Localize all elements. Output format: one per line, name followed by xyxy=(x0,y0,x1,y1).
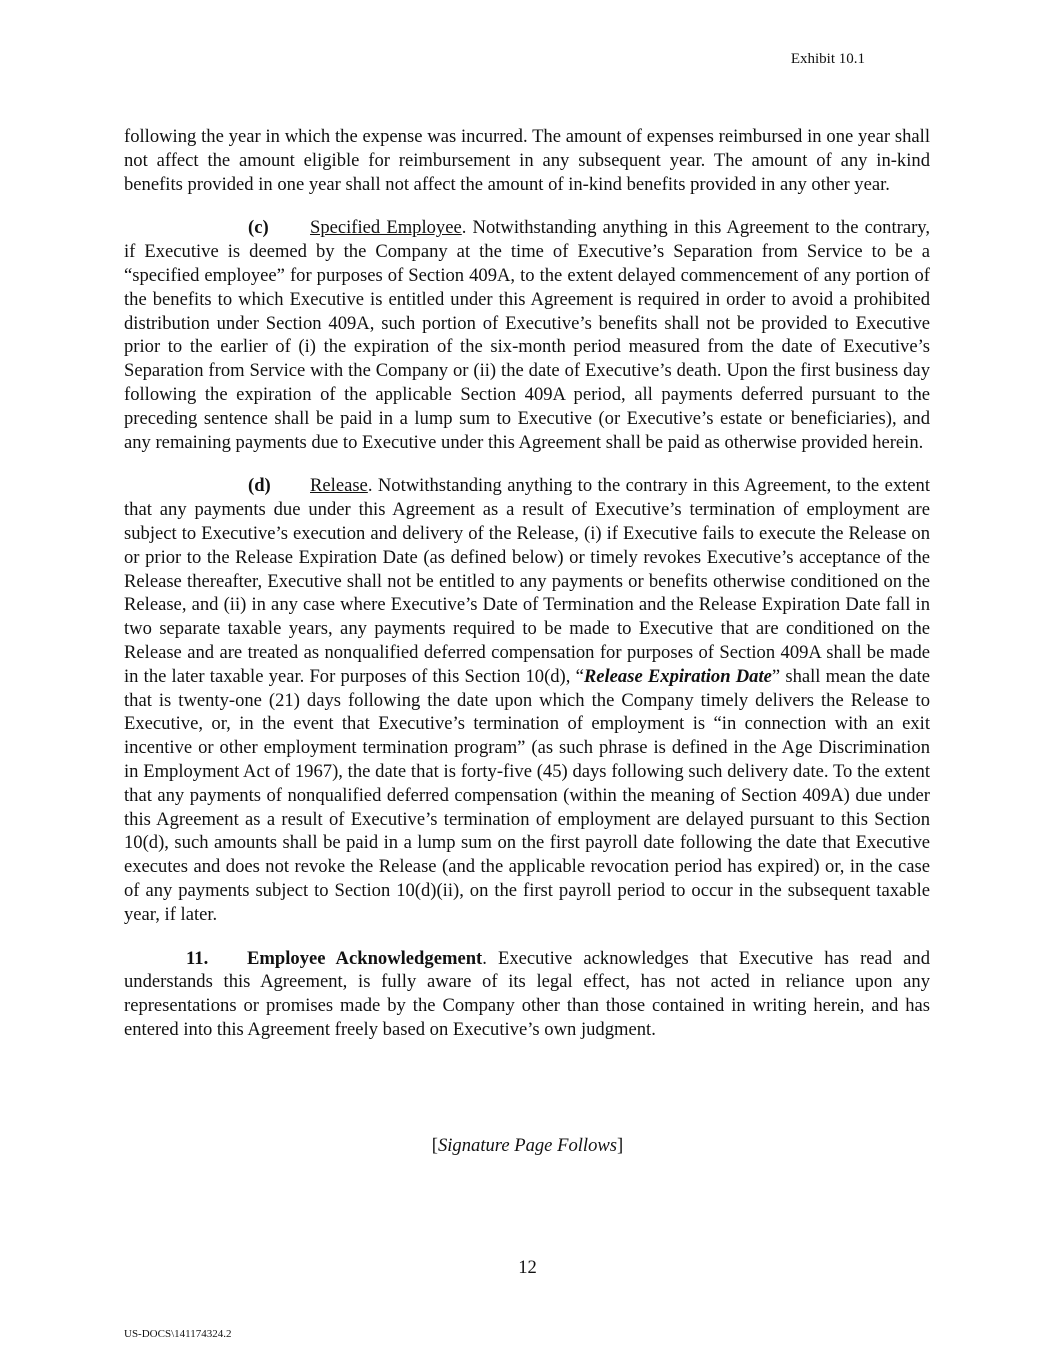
paragraph-d-title: Release xyxy=(310,475,368,497)
paragraph-c-title: Specified Employee xyxy=(310,217,462,239)
signature-bracket-close: ] xyxy=(617,1135,624,1156)
paragraph-d-body-2: ” shall mean the date that is twenty-one (21) days following the date upon which the Company timely delivers the Release to Executive, or, in the event that Executive’s termination of employment is “in connection with an exit incentive or other employment termination program” (as such phrase is defined in the Age Discrimination in Employment Act of 1967), the date that is forty-five (45) days following such delivery date. To the extent that any payments of nonqualified deferred compensation (within the meaning of Section 409A) due under this Agreement as a result of Executive’s termination of employment are delayed pursuant to this Section 10(d), such amounts shall be paid in a lump sum on the first payroll date following the date that Executive executes and does not revoke the Release (and the applicable revocation period has expired) or, in the case of any payments subject to Section 10(d)(ii), on the first payroll period to occur in the subsequent taxable year, if later. xyxy=(124,665,930,925)
document-body xyxy=(124,125,930,1062)
signature-bracket-open: [ xyxy=(431,1135,438,1156)
defined-term: Release Expiration Date xyxy=(583,665,772,687)
paragraph-c-body: . Notwithstanding anything in this Agreement to the contrary, if Executive is deemed by the Company at the time of Executive’s Separation from Service to be a “specified employee” for purposes of Section 409A, to the extent delayed commencement of any portion of the benefits to which Executive is entitled under this Agreement is required in order to avoid a prohibited distribution under Section 409A, such portion of Executive’s benefits shall not be provided to Executive prior to the earlier of (i) the expiration of the six-month period measured from the date of Executive’s Separation from Service with the Company or (ii) the date of Executive’s death. Upon the first business day following the expiration of the applicable Section 409A period, all payments deferred pursuant to the preceding sentence shall be paid in a lump sum to Executive (or Executive’s estate or beneficiaries), and any remaining payments due to Executive under this Agreement shall be paid as otherwise provided herein. xyxy=(124,217,931,453)
paragraph-c xyxy=(124,216,930,454)
section-11-title: Employee Acknowledgement xyxy=(247,947,483,969)
paragraph-d xyxy=(124,474,930,926)
signature-note-text: Signature Page Follows xyxy=(437,1135,618,1156)
paragraph-continuation: following the year in which the expense was incurred. The amount of expenses reimbursed in one year shall not affect the amount eligible for reimbursement in any subsequent year. The amount of any in-kind benefits provided in one year shall not affect the amount of in-kind benefits provided in any other year. xyxy=(124,126,930,195)
section-11 xyxy=(124,947,930,1042)
signature-page-note xyxy=(0,1135,1055,1157)
section-11-body: . Executive acknowledges that Executive has read and understands this Agreement, is fully aware of its legal effect, has not acted in reliance upon any representations or promises made by the Company other than those contained in writing herein, and has entered into this Agreement freely based on Executive’s own judgment. xyxy=(124,947,930,1040)
document-id: US-DOCS\141174324.2 xyxy=(124,1328,232,1340)
paragraph-c-label: (c) xyxy=(248,217,269,239)
paragraph-d-label: (d) xyxy=(248,475,271,497)
section-11-number: 11. xyxy=(186,947,209,969)
page-number: 12 xyxy=(518,1257,537,1278)
paragraph-d-body-1: . Notwithstanding anything to the contrary in this Agreement, to the extent that any payments due under this Agreement as a result of Executive’s termination of employment are subject to Executive’s execution and delivery of the Release, (i) if Executive fails to execute the Release on or prior to the Release Expiration Date (as defined below) or timely revokes Executive’s acceptance of the Release thereafter, Executive shall not be entitled to any payments or benefits otherwise conditioned on the Release, and (ii) in any case where Executive’s Date of Termination and the Release Expiration Date fall in two separate taxable years, any payments required to be made to Executive that are conditioned on the Release and are treated as nonqualified deferred compensation for purposes of Section 409A shall be made in the later taxable year. For purposes of this Section 10(d), “ xyxy=(124,475,930,687)
exhibit-label: Exhibit 10.1 xyxy=(790,51,865,67)
